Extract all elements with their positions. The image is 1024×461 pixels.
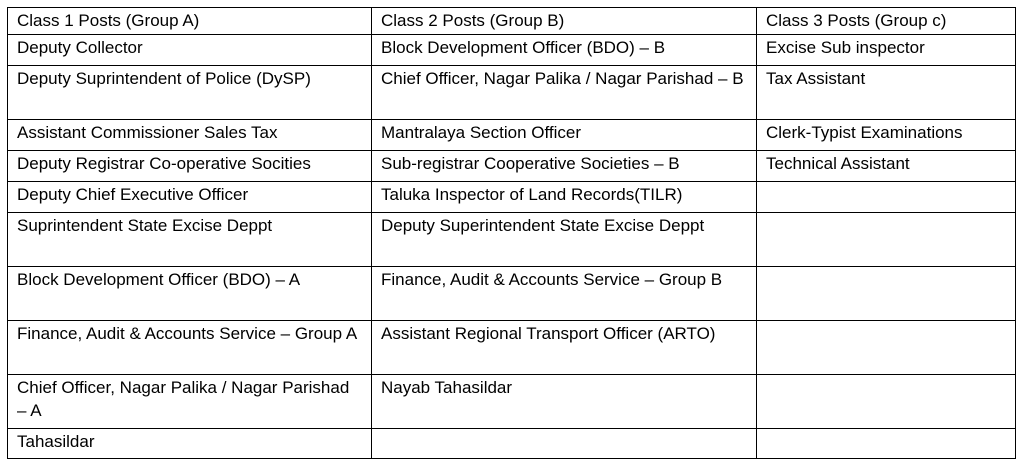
table-cell: Block Development Officer (BDO) – A bbox=[8, 267, 372, 321]
table-header-row bbox=[8, 8, 1016, 35]
table-row bbox=[8, 375, 1016, 429]
table-row bbox=[8, 429, 1016, 459]
table-cell: Deputy Chief Executive Officer bbox=[8, 182, 372, 213]
table-cell: Excise Sub inspector bbox=[757, 35, 1016, 66]
table-cell bbox=[757, 267, 1016, 321]
table-cell bbox=[757, 321, 1016, 375]
table-cell bbox=[372, 429, 757, 459]
table-row bbox=[8, 120, 1016, 151]
table-cell: Block Development Officer (BDO) – B bbox=[372, 35, 757, 66]
header-cell-class-1: Class 1 Posts (Group A) bbox=[8, 8, 372, 35]
table-row bbox=[8, 267, 1016, 321]
table-cell: Nayab Tahasildar bbox=[372, 375, 757, 429]
table-cell: Finance, Audit & Accounts Service – Group A bbox=[8, 321, 372, 375]
posts-table bbox=[7, 7, 1016, 459]
table-cell: Finance, Audit & Accounts Service – Group B bbox=[372, 267, 757, 321]
table-cell: Deputy Collector bbox=[8, 35, 372, 66]
table-cell bbox=[757, 182, 1016, 213]
table-row bbox=[8, 35, 1016, 66]
table-cell bbox=[757, 429, 1016, 459]
table-cell: Assistant Commissioner Sales Tax bbox=[8, 120, 372, 151]
table-cell: Technical Assistant bbox=[757, 151, 1016, 182]
table-cell: Chief Officer, Nagar Palika / Nagar Parishad – A bbox=[8, 375, 372, 429]
table-row bbox=[8, 182, 1016, 213]
table-cell: Mantralaya Section Officer bbox=[372, 120, 757, 151]
table-cell bbox=[757, 375, 1016, 429]
table-row bbox=[8, 321, 1016, 375]
header-cell-class-3: Class 3 Posts (Group c) bbox=[757, 8, 1016, 35]
table-row bbox=[8, 151, 1016, 182]
table-cell: Deputy Superintendent State Excise Deppt bbox=[372, 213, 757, 267]
table-cell: Taluka Inspector of Land Records(TILR) bbox=[372, 182, 757, 213]
table-cell: Deputy Suprintendent of Police (DySP) bbox=[8, 66, 372, 120]
table-cell: Tahasildar bbox=[8, 429, 372, 459]
table-cell: Assistant Regional Transport Officer (ARTO) bbox=[372, 321, 757, 375]
table-cell: Deputy Registrar Co-operative Socities bbox=[8, 151, 372, 182]
table-cell: Suprintendent State Excise Deppt bbox=[8, 213, 372, 267]
table-cell bbox=[757, 213, 1016, 267]
table-cell: Chief Officer, Nagar Palika / Nagar Parishad – B bbox=[372, 66, 757, 120]
header-cell-class-2: Class 2 Posts (Group B) bbox=[372, 8, 757, 35]
table-cell: Clerk-Typist Examinations bbox=[757, 120, 1016, 151]
table-row bbox=[8, 213, 1016, 267]
table-row bbox=[8, 66, 1016, 120]
table-cell: Sub-registrar Cooperative Societies – B bbox=[372, 151, 757, 182]
table-cell: Tax Assistant bbox=[757, 66, 1016, 120]
